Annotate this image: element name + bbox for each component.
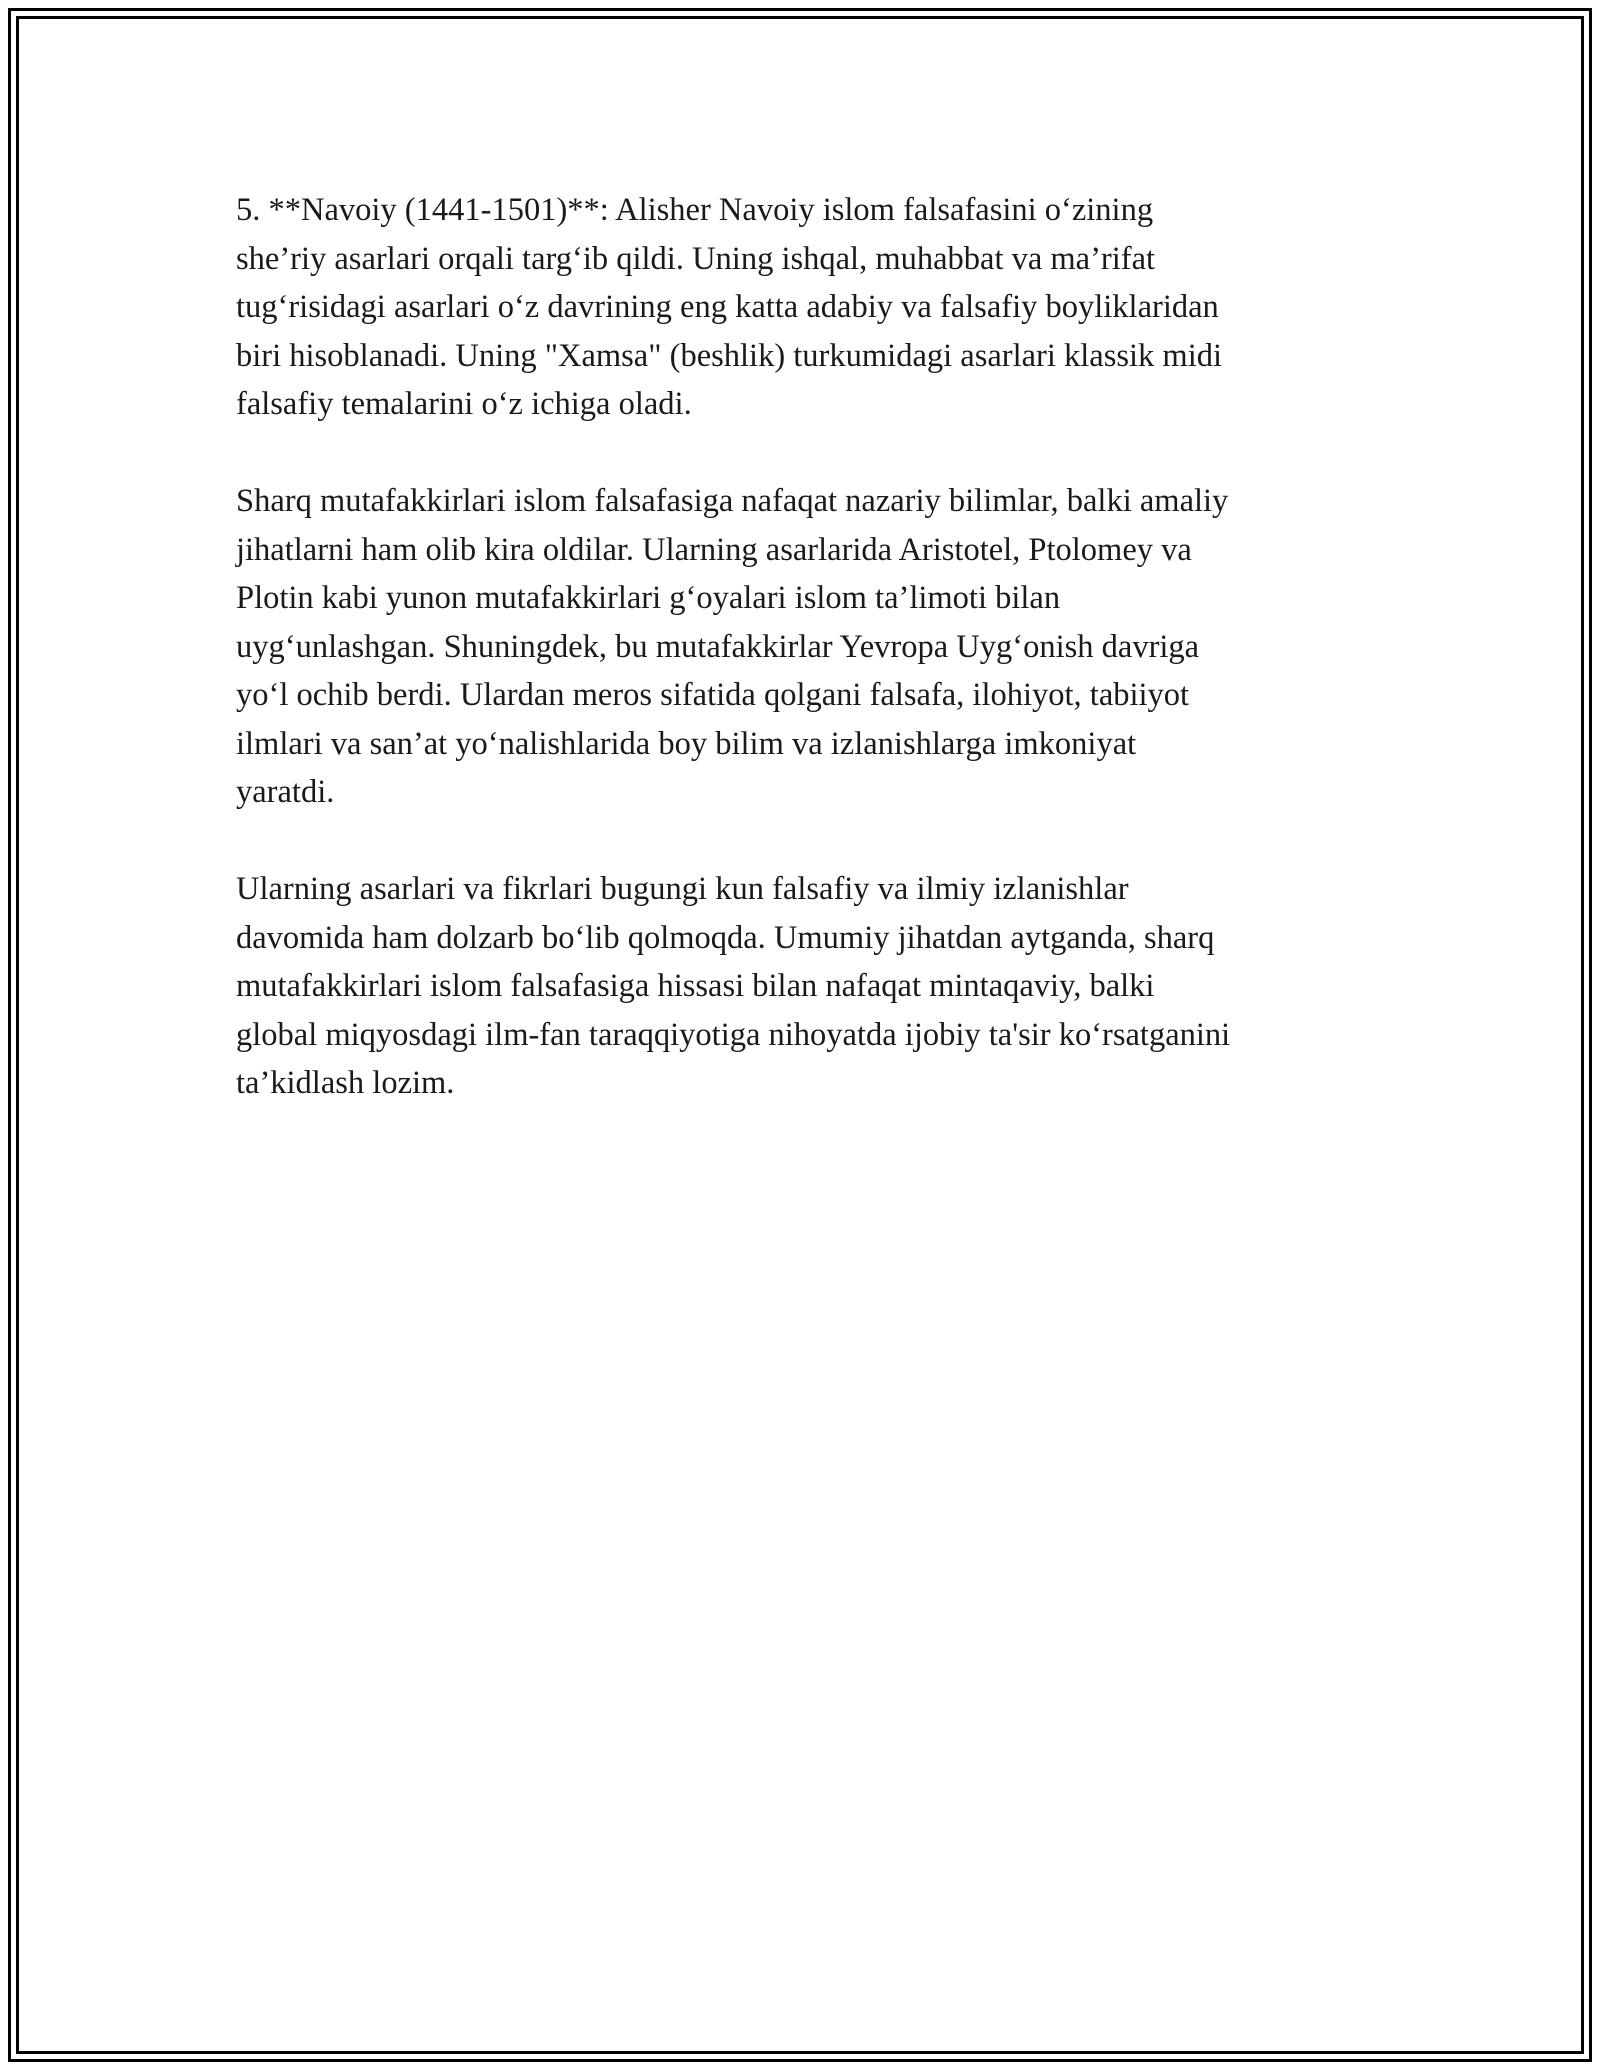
- paragraph-conclusion: [236, 865, 1386, 1108]
- paragraph-navoiy: [236, 186, 1386, 429]
- text-line: she’riy asarlari orqali targ‘ib qildi. Uning ishqal, muhabbat va ma’rifat: [236, 240, 1156, 277]
- text-line: Plotin kabi yunon mutafakkirlari g‘oyalari islom ta’limoti bilan: [236, 580, 1061, 616]
- text-line: global miqyosdagi ilm-fan taraqqiyotiga nihoyatda ijobiy ta'sir ko‘rsatganini: [236, 1016, 1231, 1053]
- text-line: yo‘l ochib berdi. Ulardan meros sifatida qolgani falsafa, ilohiyot, tabiiyot: [236, 677, 1190, 713]
- text-line: davomida ham dolzarb bo‘lib qolmoqda. Umumiy jihatdan aytganda, sharq: [236, 919, 1215, 956]
- text-line: falsafiy temalarini o‘z ichiga oladi.: [236, 386, 692, 422]
- text-line: biri hisoblanadi. Uning "Xamsa" (beshlik) turkumidagi asarlari klassik midi: [236, 337, 1223, 374]
- text-line: ta’kidlash lozim.: [236, 1065, 455, 1101]
- text-line: ilmlari va san’at yo‘nalishlarida boy bilim va izlanishlarga imkoniyat: [236, 725, 1137, 762]
- text-line: uyg‘unlashgan. Shuningdek, bu mutafakkirlar Yevropa Uyg‘onish davriga: [236, 628, 1200, 665]
- text-line: mutafakkirlari islom falsafasiga hissasi bilan nafaqat mintaqaviy, balki: [236, 968, 1155, 1004]
- text-line: jihatlarni ham olib kira oldilar. Ularning asarlarida Aristotel, Ptolomey va: [236, 531, 1192, 568]
- text-line: 5. **Navoiy (1441-1501)**: Alisher Navoiy islom falsafasini o‘zining: [236, 192, 1154, 228]
- text-line: Sharq mutafakkirlari islom falsafasiga nafaqat nazariy bilimlar, balki amaliy: [236, 483, 1229, 519]
- text-line: tug‘risidagi asarlari o‘z davrining eng katta adabiy va falsafiy boyliklaridan: [236, 289, 1219, 325]
- text-line: yaratdi.: [236, 774, 335, 810]
- text-line: Ularning asarlari va fikrlari bugungi kun falsafiy va ilmiy izlanishlar: [236, 871, 1129, 907]
- paragraph-sharq-mutafakkirlari: [236, 477, 1386, 817]
- document-body: [236, 186, 1386, 1156]
